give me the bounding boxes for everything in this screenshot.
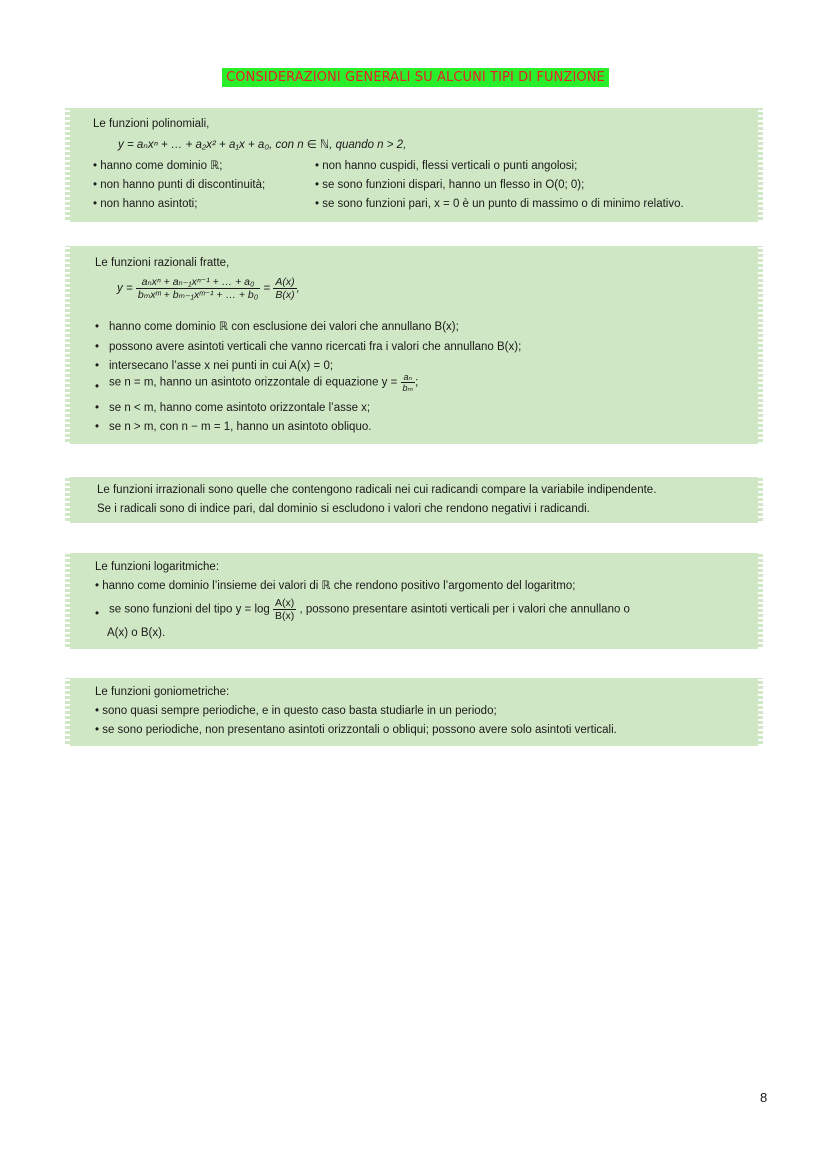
logarithmic-fraction (273, 597, 296, 622)
rational-an: aₙ (401, 372, 416, 383)
rational-item-2: possono avere asintoti verticali che vanno ricercati fra i valori che annullano B(x); (109, 341, 522, 353)
logarithmic-box (67, 553, 761, 649)
rational-item-6: se n > m, con n − m = 1, hanno un asintoto obliquo. (109, 421, 372, 433)
polynomial-left-item-3: • non hanno asintoti; (93, 198, 198, 210)
goniometric-heading: Le funzioni goniometriche: (95, 686, 230, 698)
logarithmic-bullet-2: • (95, 608, 100, 620)
rational-box (67, 246, 761, 444)
rational-ab-fraction (273, 276, 296, 301)
rational-denominator: bₘxᵐ + bₘ₋₁xᵐ⁻¹ + … + b₀ (137, 289, 259, 301)
polynomial-left-item-1: • hanno come dominio ℝ; (93, 160, 223, 172)
polynomial-right-item-1: • non hanno cuspidi, flessi verticali o punti angolosi; (315, 160, 578, 172)
logarithmic-heading: Le funzioni logaritmiche: (95, 561, 220, 573)
logarithmic-a-of-x: A(x) (275, 597, 295, 609)
goniometric-item-1: • sono quasi sempre periodiche, e in questo caso basta studiarle in un periodo; (95, 705, 497, 717)
polynomial-box (67, 108, 761, 222)
goniometric-box (67, 678, 761, 746)
rational-heading: Le funzioni razionali fratte, (95, 257, 230, 269)
irrational-line-2: Se i radicali sono di indice pari, dal dominio si escludono i valori che rendono negativi i radicandi. (97, 503, 590, 515)
rational-item-5: se n < m, hanno come asintoto orizzontale l’asse x; (109, 402, 371, 414)
rational-b-of-x: B(x) (275, 289, 295, 301)
rational-item-4 (109, 372, 418, 393)
rational-numerator: aₙxⁿ + aₙ₋₁xⁿ⁻¹ + … + a₀ (136, 276, 260, 289)
rational-an-bm-fraction (401, 372, 419, 393)
rational-y-eq: y = (117, 282, 133, 295)
rational-bullet-5: • (95, 402, 100, 414)
rational-bullet-3: • (95, 360, 100, 372)
irrational-box (67, 477, 761, 523)
rational-formula (117, 276, 300, 301)
rational-item-3: intersecano l’asse x nei punti in cui A(x) = 0; (109, 360, 334, 372)
rational-item-1: hanno come dominio ℝ con esclusione dei valori che annullano B(x); (109, 321, 459, 333)
rational-main-fraction (136, 276, 260, 301)
rational-bm: bₘ (402, 383, 414, 393)
rational-equals: = (263, 282, 271, 295)
logarithmic-item-2-cont: A(x) o B(x). (107, 627, 166, 639)
polynomial-right-item-3: • se sono funzioni pari, x = 0 è un punto di massimo o di minimo relativo. (315, 198, 684, 210)
logarithmic-item-2-post: , possono presentare asintoti verticali per i valori che annullano o (299, 603, 630, 616)
page-number: 8 (760, 1090, 768, 1105)
rational-comma: , (296, 282, 300, 295)
logarithmic-b-of-x: B(x) (275, 610, 295, 622)
page-title: CONSIDERAZIONI GENERALI SU ALCUNI TIPI DI FUNZIONE (222, 68, 609, 87)
logarithmic-item-1: • hanno come dominio l’insieme dei valori di ℝ che rendono positivo l’argomento del logaritmo; (95, 580, 576, 592)
rational-bullet-2: • (95, 341, 100, 353)
rational-bullet-1: • (95, 321, 100, 333)
rational-item-4-tail: ; (415, 376, 419, 389)
polynomial-right-item-2: • se sono funzioni dispari, hanno un flesso in O(0; 0); (315, 179, 585, 191)
polynomial-formula: y = aₙxⁿ + … + a₂x² + a₁x + a₀, con n ∈ ℕ, quando n > 2, (118, 139, 407, 151)
polynomial-heading: Le funzioni polinomiali, (93, 118, 210, 130)
logarithmic-item-2 (109, 597, 630, 622)
rational-bullet-6: • (95, 421, 100, 433)
goniometric-item-2: • se sono periodiche, non presentano asintoti orizzontali o obliqui; possono avere solo asintoti verticali. (95, 724, 617, 736)
polynomial-left-item-2: • non hanno punti di discontinuità; (93, 179, 266, 191)
rational-item-4-text: se n = m, hanno un asintoto orizzontale di equazione y = (109, 376, 398, 389)
irrational-line-1: Le funzioni irrazionali sono quelle che contengono radicali nei cui radicandi compare la variabile indipendente. (97, 484, 657, 496)
rational-bullet-4: • (95, 381, 100, 393)
logarithmic-item-2-pre: se sono funzioni del tipo y = log (109, 603, 270, 616)
rational-a-of-x: A(x) (275, 276, 295, 288)
